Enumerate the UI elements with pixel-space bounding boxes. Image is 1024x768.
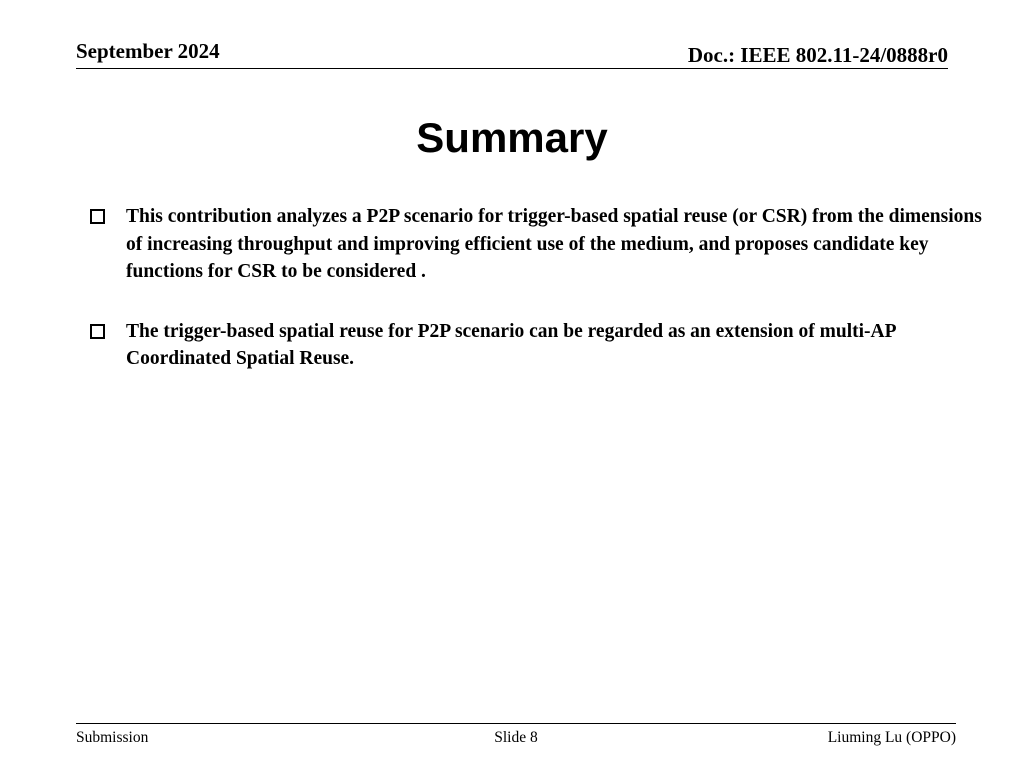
hollow-square-bullet-icon [90,324,105,339]
bullet-list [89,203,989,405]
footer-author: Liuming Lu (OPPO) [827,729,956,746]
hollow-square-bullet-icon [90,209,105,224]
footer-submission: Submission [76,729,149,746]
bullet-item [89,318,989,373]
header-document-id: Doc.: IEEE 802.11-24/0888r0 [687,43,948,67]
bullet-text: This contribution analyzes a P2P scenario for trigger-based spatial reuse (or CSR) from the dimensions of increasing throughput and improving efficient use of the medium, and proposes candidate key functions for CSR to be considered . [126,206,982,282]
header-date: September 2024 [76,39,220,63]
header-divider [76,68,948,69]
footer-divider [76,723,956,724]
footer-slide-number: Slide 8 [494,729,538,746]
bullet-text: The trigger-based spatial reuse for P2P scenario can be regarded as an extension of multi-AP Coordinated Spatial Reuse. [126,320,896,369]
slide-title: Summary [416,114,608,161]
bullet-item [89,203,989,286]
